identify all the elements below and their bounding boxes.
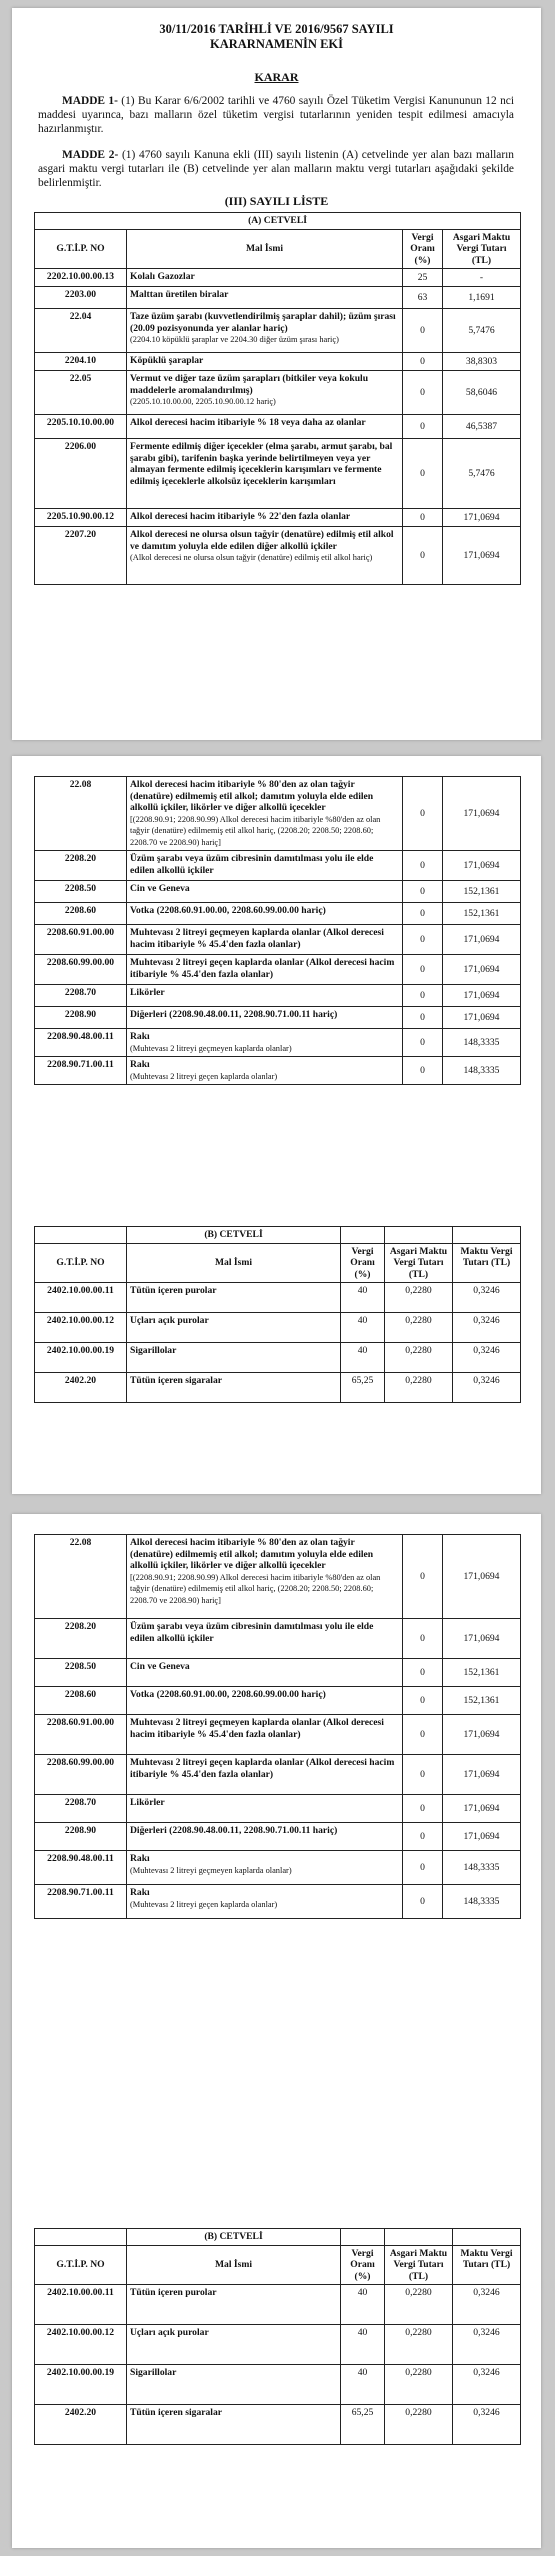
gtip-code: 2208.50 [35,1659,127,1687]
table-row [35,1057,521,1085]
mal-ismi-note: (Muhtevası 2 litreyi geçen kaplarda olanlar) [130,1899,278,1909]
madde-2-lead: MADDE 2- [62,149,119,161]
table-row [35,1343,521,1373]
maktu-vergi-tutar: 0,3246 [453,2365,521,2405]
table-row [35,439,521,509]
gtip-code: 22.08 [35,1535,127,1619]
table-row [35,903,521,925]
table-row [35,1755,521,1795]
maktu-vergi-tutar: 0,3246 [453,1343,521,1373]
document-page-1 [12,8,541,740]
col-header-asgari-maktu: Asgari Maktu Vergi Tutarı (TL) [443,229,521,269]
vergi-orani: 0 [403,955,443,985]
table-row [35,1659,521,1687]
table-row [35,1715,521,1755]
mal-ismi: Alkol derecesi hacim itibariyle % 80'den az olan tağyir (denatüre) edilmemiş etil alkol; damıtım yoluyla elde edilen alkollü içkiler, likörler ve diğer alkollü içecekler [130,779,374,813]
gtip-code: 2402.10.00.00.12 [35,2325,127,2365]
b-col-header-vergi-orani: Vergi Oranı (%) [341,1243,385,1283]
table-row [35,777,521,851]
header-line-1: 30/11/2016 TARİHLİ VE 2016/9567 SAYILI [159,22,394,36]
vergi-orani: 0 [403,527,443,585]
vergi-orani: 0 [403,903,443,925]
mal-ismi-cell [127,1313,341,1343]
mal-ismi: Cin ve Geneva [130,883,190,894]
mal-ismi-note: [(2208.90.91; 2208.90.99) Alkol derecesi hacim itibariyle %80'den az olan tağyir (denatüre) edilmemiş etil alkol hariç, (2208.20; 2208.50; 2208.60; 2208.70 ve 2208.90) hariç] [130,1572,381,1605]
asgari-maktu-tutar: 0,2280 [385,1283,453,1313]
gtip-code: 2208.20 [35,1619,127,1659]
vergi-orani: 65,25 [341,2405,385,2445]
asgari-maktu-tutar: 171,0694 [443,1795,521,1823]
mal-ismi-cell [127,881,403,903]
maktu-vergi-tutar: 0,3246 [453,1313,521,1343]
gtip-code: 2208.50 [35,881,127,903]
table-row [35,269,521,287]
mal-ismi: Diğerleri (2208.90.48.00.11, 2208.90.71.00.11 hariç) [130,1825,338,1836]
vergi-orani: 40 [341,1343,385,1373]
table-a-continued-copy [34,1534,521,1919]
mal-ismi-cell [127,287,403,309]
asgari-maktu-tutar: 152,1361 [443,1687,521,1715]
vergi-orani: 0 [403,1851,443,1885]
mal-ismi-cell [127,2405,341,2445]
b-col-header-asgari: Asgari Maktu Vergi Tutarı (TL) [385,1243,453,1283]
table-row [35,2365,521,2405]
gtip-code: 2208.20 [35,851,127,881]
gtip-code: 2208.90 [35,1823,127,1851]
gtip-code: 2208.70 [35,1795,127,1823]
mal-ismi-note: (2204.10 köpüklü şaraplar ve 2204.30 diğer üzüm şırası hariç) [130,335,339,344]
asgari-maktu-tutar: 38,8303 [443,353,521,371]
table-row [35,851,521,881]
mal-ismi-note: (Muhtevası 2 litreyi geçmeyen kaplarda olanlar) [130,1043,292,1053]
mal-ismi: Uçları açık purolar [130,2327,209,2338]
asgari-maktu-tutar: 152,1361 [443,1659,521,1687]
mal-ismi-cell [127,1373,341,1403]
gtip-code: 2402.10.00.00.12 [35,1313,127,1343]
table-a [34,212,521,585]
mal-ismi-cell [127,1007,403,1029]
mal-ismi: Likörler [130,1797,165,1808]
vergi-orani: 0 [403,371,443,415]
asgari-maktu-tutar: 171,0694 [443,851,521,881]
mal-ismi-cell [127,1715,403,1755]
gtip-code: 2402.20 [35,1373,127,1403]
mal-ismi: Köpüklü şaraplar [130,355,204,366]
mal-ismi-cell [127,777,403,851]
mal-ismi: Likörler [130,987,165,998]
table-row [35,955,521,985]
mal-ismi-cell [127,1619,403,1659]
asgari-maktu-tutar: 58,6046 [443,371,521,415]
asgari-maktu-tutar: 171,0694 [443,1619,521,1659]
madde-2-text: (1) 4760 sayılı Kanuna ekli (III) sayılı listenin (A) cetvelinde yer alan bazı malların asgari maktu vergi tutarları ile (B) cetvelinde yer alan malların maktu vergi tutarları aşağıdaki şekilde belirlenmiştir. [38,149,514,189]
asgari-maktu-tutar: 0,2280 [385,2405,453,2445]
gtip-code: 2205.10.10.00.00 [35,415,127,439]
table-row [35,1283,521,1313]
b-col-header-maktu: Maktu Vergi Tutarı (TL) [453,1243,521,1283]
madde-1-text: (1) Bu Karar 6/6/2002 tarihli ve 4760 sayılı Özel Tüketim Vergisi Kanununun 12 nci maddesi uyarınca, bazı malların özel tüketim vergisi tutarlarının yeniden tespit edilmesi amacıyla hazırlanmıştır. [38,95,514,135]
mal-ismi: Alkol derecesi ne olursa olsun tağyir (denatüre) edilmiş etil alkol ve damıtım yoluyla elde edilen diğer alkollü içkiler [130,529,394,552]
b-col-header-gtip: G.T.İ.P. NO [35,1243,127,1283]
gtip-code: 2402.10.00.00.19 [35,2365,127,2405]
asgari-maktu-tutar: 5,7476 [443,439,521,509]
gtip-code: 22.08 [35,777,127,851]
gtip-code: 2402.10.00.00.19 [35,1343,127,1373]
vergi-orani: 0 [403,1795,443,1823]
mal-ismi: Sigarillolar [130,1345,177,1356]
maktu-vergi-tutar: 0,3246 [453,1373,521,1403]
table-row [35,509,521,527]
mal-ismi: Muhtevası 2 litreyi geçen kaplarda olanlar (Alkol derecesi hacim itibariyle % 45.4'den fazla olanlar) [130,957,395,980]
mal-ismi: Alkol derecesi hacim itibariyle % 18 veya daha az olanlar [130,417,366,428]
vergi-orani: 0 [403,985,443,1007]
mal-ismi: Malttan üretilen biralar [130,289,229,300]
mal-ismi: Alkol derecesi hacim itibariyle % 22'den fazla olanlar [130,511,351,522]
asgari-maktu-tutar: - [443,269,521,287]
table-b-title: (B) CETVELİ [127,2229,341,2246]
table-a-title: (A) CETVELİ [35,213,521,230]
mal-ismi: Uçları açık purolar [130,1315,209,1326]
mal-ismi-cell [127,439,403,509]
mal-ismi: Muhtevası 2 litreyi geçen kaplarda olanlar (Alkol derecesi hacim itibariyle % 45.4'den fazla olanlar) [130,1757,395,1780]
mal-ismi-note: (Muhtevası 2 litreyi geçen kaplarda olanlar) [130,1071,278,1081]
vergi-orani: 0 [403,309,443,353]
vergi-orani: 25 [403,269,443,287]
vergi-orani: 0 [403,881,443,903]
col-header-vergi-orani: Vergi Oranı (%) [403,229,443,269]
table-row [35,881,521,903]
mal-ismi-cell [127,1823,403,1851]
mal-ismi-cell [127,2285,341,2325]
gtip-code: 2208.60 [35,1687,127,1715]
gtip-code: 2208.90.71.00.11 [35,1885,127,1919]
vergi-orani: 40 [341,1283,385,1313]
asgari-maktu-tutar: 0,2280 [385,1373,453,1403]
mal-ismi: Diğerleri (2208.90.48.00.11, 2208.90.71.00.11 hariç) [130,1009,338,1020]
asgari-maktu-tutar: 0,2280 [385,2285,453,2325]
mal-ismi-note: (Alkol derecesi ne olursa olsun tağyir (denatüre) edilmiş etil alkol hariç) [130,553,373,562]
asgari-maktu-tutar: 171,0694 [443,955,521,985]
mal-ismi: Votka (2208.60.91.00.00, 2208.60.99.00.00 hariç) [130,1689,326,1700]
mal-ismi-note: (Muhtevası 2 litreyi geçmeyen kaplarda olanlar) [130,1865,292,1875]
mal-ismi: Üzüm şarabı veya üzüm cibresinin damıtılması yolu ile elde edilen alkollü içkiler [130,853,374,876]
mal-ismi-cell [127,2325,341,2365]
asgari-maktu-tutar: 152,1361 [443,881,521,903]
maktu-vergi-tutar: 0,3246 [453,2405,521,2445]
mal-ismi: Fermente edilmiş diğer içecekler (elma şarabı, armut şarabı, bal şarabı gibi), tarifenin başka yerinde belirtilmeyen veya yer almayan fermente edilmiş içeceklerin karışımları ve fermente edilmiş içeceklerle alkolsüz içeceklerin karışımları [130,441,393,487]
table-row [35,353,521,371]
asgari-maktu-tutar: 171,0694 [443,1715,521,1755]
list-title: (III) SAYILI LİSTE [224,194,329,208]
table-row [35,2405,521,2445]
gtip-code: 2208.60 [35,903,127,925]
vergi-orani: 0 [403,925,443,955]
table-row [35,527,521,585]
mal-ismi: Kolalı Gazozlar [130,271,195,282]
mal-ismi-cell [127,985,403,1007]
vergi-orani: 0 [403,353,443,371]
madde-1 [38,94,514,136]
asgari-maktu-tutar: 171,0694 [443,1755,521,1795]
asgari-maktu-tutar: 5,7476 [443,309,521,353]
gtip-code: 22.04 [35,309,127,353]
mal-ismi-cell [127,925,403,955]
b-col-header-vergi-orani: Vergi Oranı (%) [341,2245,385,2285]
table-b-copy [34,2228,521,2445]
asgari-maktu-tutar: 0,2280 [385,1343,453,1373]
vergi-orani: 0 [403,851,443,881]
vergi-orani: 0 [403,1007,443,1029]
vergi-orani: 40 [341,1313,385,1343]
table-row [35,985,521,1007]
mal-ismi: Sigarillolar [130,2367,177,2378]
asgari-maktu-tutar: 148,3335 [443,1885,521,1919]
vergi-orani: 65,25 [341,1373,385,1403]
mal-ismi-cell [127,1057,403,1085]
mal-ismi-cell [127,1755,403,1795]
asgari-maktu-tutar: 0,2280 [385,2325,453,2365]
vergi-orani: 0 [403,777,443,851]
asgari-maktu-tutar: 0,2280 [385,1313,453,1343]
gtip-code: 2208.90 [35,1007,127,1029]
gtip-code: 2206.00 [35,439,127,509]
asgari-maktu-tutar: 171,0694 [443,1535,521,1619]
mal-ismi-cell [127,269,403,287]
vergi-orani: 0 [403,1619,443,1659]
maktu-vergi-tutar: 0,3246 [453,1283,521,1313]
b-col-header-asgari: Asgari Maktu Vergi Tutarı (TL) [385,2245,453,2285]
mal-ismi-cell [127,903,403,925]
madde-1-lead: MADDE 1- [62,95,118,107]
asgari-maktu-tutar: 171,0694 [443,985,521,1007]
mal-ismi: Cin ve Geneva [130,1661,190,1672]
asgari-maktu-tutar: 171,0694 [443,509,521,527]
madde-2 [38,148,514,190]
mal-ismi: Üzüm şarabı veya üzüm cibresinin damıtılması yolu ile elde edilen alkollü içkiler [130,1621,374,1644]
table-row [35,1007,521,1029]
document-header [12,22,541,52]
mal-ismi: Muhtevası 2 litreyi geçmeyen kaplarda olanlar (Alkol derecesi hacim itibariyle % 45.4'den fazla olanlar) [130,927,384,950]
asgari-maktu-tutar: 171,0694 [443,777,521,851]
table-row [35,2285,521,2325]
table-row [35,1851,521,1885]
asgari-maktu-tutar: 148,3335 [443,1029,521,1057]
mal-ismi: Tütün içeren purolar [130,1285,217,1296]
col-header-mal-ismi: Mal İsmi [127,229,403,269]
gtip-code: 2207.20 [35,527,127,585]
mal-ismi: Alkol derecesi hacim itibariyle % 80'den az olan tağyir (denatüre) edilmemiş etil alkol; damıtım yoluyla elde edilen alkollü içkiler, likörler ve diğer alkollü içecekler [130,1537,374,1571]
mal-ismi: Rakı [130,1059,150,1070]
mal-ismi-cell [127,353,403,371]
vergi-orani: 0 [403,509,443,527]
table-row [35,1535,521,1619]
vergi-orani: 0 [403,415,443,439]
vergi-orani: 0 [403,1687,443,1715]
mal-ismi-cell [127,1535,403,1619]
gtip-code: 2205.10.90.00.12 [35,509,127,527]
asgari-maktu-tutar: 46,5387 [443,415,521,439]
table-row [35,1885,521,1919]
table-row [35,1795,521,1823]
mal-ismi-cell [127,371,403,415]
gtip-code: 2202.10.00.00.13 [35,269,127,287]
asgari-maktu-tutar: 1,1691 [443,287,521,309]
gtip-code: 2208.60.91.00.00 [35,1715,127,1755]
mal-ismi: Vermut ve diğer taze üzüm şarapları (bitkiler veya kokulu maddelerle aromalandırılmış) [130,373,369,396]
gtip-code: 2208.90.48.00.11 [35,1029,127,1057]
gtip-code: 2208.90.48.00.11 [35,1851,127,1885]
gtip-code: 2203.00 [35,287,127,309]
b-col-header-maktu: Maktu Vergi Tutarı (TL) [453,2245,521,2285]
vergi-orani: 40 [341,2325,385,2365]
table-row [35,1313,521,1343]
table-row [35,309,521,353]
asgari-maktu-tutar: 0,2280 [385,2365,453,2405]
vergi-orani: 0 [403,1029,443,1057]
mal-ismi-cell [127,415,403,439]
table-b [34,1226,521,1403]
asgari-maktu-tutar: 171,0694 [443,1007,521,1029]
gtip-code: 2208.70 [35,985,127,1007]
document-page-2 [12,756,541,1494]
mal-ismi: Rakı [130,1853,150,1864]
gtip-code: 22.05 [35,371,127,415]
asgari-maktu-tutar: 171,0694 [443,925,521,955]
vergi-orani: 0 [403,439,443,509]
table-a-continued [34,776,521,1085]
gtip-code: 2208.60.99.00.00 [35,1755,127,1795]
table-row [35,2325,521,2365]
document-page-3 [12,1514,541,2548]
asgari-maktu-tutar: 171,0694 [443,527,521,585]
mal-ismi: Taze üzüm şarabı (kuvvetlendirilmiş şaraplar dahil); üzüm şırası (20.09 pozisyonunda yer alanlar hariç) [130,311,396,334]
vergi-orani: 0 [403,1823,443,1851]
mal-ismi-cell [127,309,403,353]
asgari-maktu-tutar: 148,3335 [443,1057,521,1085]
maktu-vergi-tutar: 0,3246 [453,2285,521,2325]
mal-ismi: Rakı [130,1031,150,1042]
header-line-2: KARARNAMENİN EKİ [210,37,343,51]
table-row [35,1373,521,1403]
table-row [35,1687,521,1715]
table-row [35,415,521,439]
mal-ismi-cell [127,1283,341,1313]
vergi-orani: 0 [403,1659,443,1687]
maktu-vergi-tutar: 0,3246 [453,2325,521,2365]
mal-ismi-note: (2205.10.10.00.00, 2205.10.90.00.12 hariç) [130,397,276,406]
b-col-header-mal-ismi: Mal İsmi [127,2245,341,2285]
mal-ismi-cell [127,1885,403,1919]
mal-ismi: Muhtevası 2 litreyi geçmeyen kaplarda olanlar (Alkol derecesi hacim itibariyle % 45.4'den fazla olanlar) [130,1717,384,1740]
asgari-maktu-tutar: 148,3335 [443,1851,521,1885]
gtip-code: 2208.60.91.00.00 [35,925,127,955]
table-row [35,1823,521,1851]
mal-ismi-cell [127,527,403,585]
gtip-code: 2204.10 [35,353,127,371]
mal-ismi: Tütün içeren sigaralar [130,1375,223,1386]
vergi-orani: 40 [341,2365,385,2405]
mal-ismi-note: [(2208.90.91; 2208.90.99) Alkol derecesi hacim itibariyle %80'den az olan tağyir (denatüre) edilmemiş etil alkol hariç, (2208.20; 2208.50; 2208.60; 2208.70 ve 2208.90) hariç] [130,814,381,847]
mal-ismi: Votka (2208.60.91.00.00, 2208.60.99.00.00 hariç) [130,905,326,916]
mal-ismi-cell [127,955,403,985]
mal-ismi-cell [127,1659,403,1687]
mal-ismi-cell [127,1851,403,1885]
vergi-orani: 0 [403,1755,443,1795]
table-row [35,925,521,955]
table-b-title: (B) CETVELİ [127,1227,341,1244]
vergi-orani: 40 [341,2285,385,2325]
vergi-orani: 0 [403,1715,443,1755]
vergi-orani: 0 [403,1885,443,1919]
table-row [35,1029,521,1057]
col-header-gtip: G.T.İ.P. NO [35,229,127,269]
vergi-orani: 63 [403,287,443,309]
gtip-code: 2402.10.00.00.11 [35,2285,127,2325]
mal-ismi: Tütün içeren purolar [130,2287,217,2298]
gtip-code: 2402.20 [35,2405,127,2445]
mal-ismi-cell [127,1795,403,1823]
asgari-maktu-tutar: 171,0694 [443,1823,521,1851]
table-row [35,287,521,309]
table-row [35,1619,521,1659]
table-row [35,371,521,415]
mal-ismi-cell [127,509,403,527]
mal-ismi-cell [127,851,403,881]
mal-ismi-cell [127,1687,403,1715]
mal-ismi: Tütün içeren sigaralar [130,2407,223,2418]
gtip-code: 2208.60.99.00.00 [35,955,127,985]
mal-ismi-cell [127,2365,341,2405]
gtip-code: 2402.10.00.00.11 [35,1283,127,1313]
b-col-header-mal-ismi: Mal İsmi [127,1243,341,1283]
mal-ismi-cell [127,1343,341,1373]
asgari-maktu-tutar: 152,1361 [443,903,521,925]
vergi-orani: 0 [403,1057,443,1085]
mal-ismi-cell [127,1029,403,1057]
b-col-header-gtip: G.T.İ.P. NO [35,2245,127,2285]
gtip-code: 2208.90.71.00.11 [35,1057,127,1085]
vergi-orani: 0 [403,1535,443,1619]
karar-heading: KARAR [254,70,299,84]
mal-ismi: Rakı [130,1887,150,1898]
